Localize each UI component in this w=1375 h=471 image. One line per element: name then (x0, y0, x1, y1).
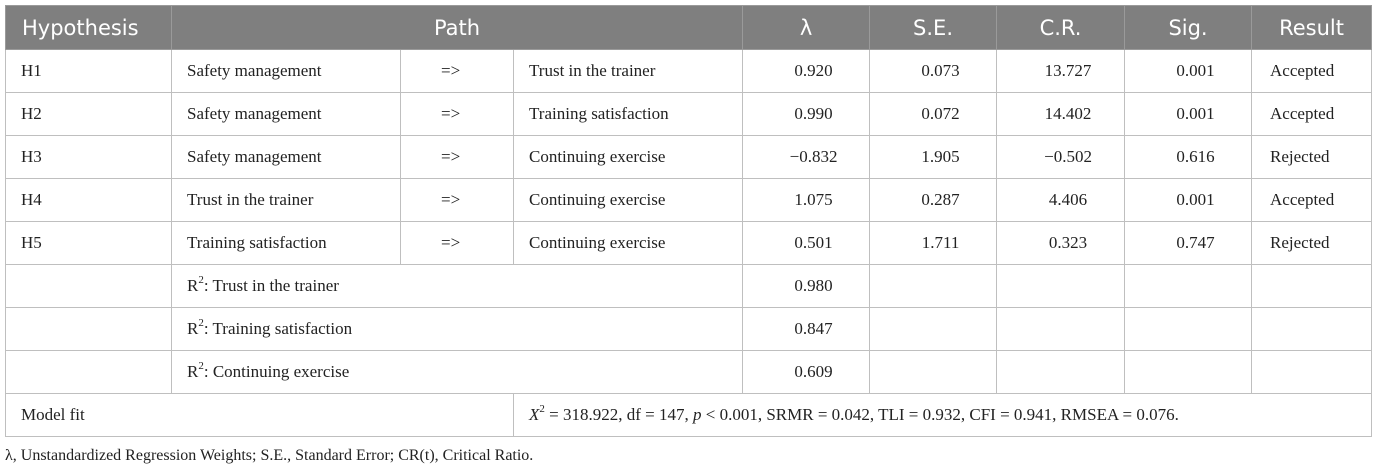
header-se: S.E. (870, 6, 997, 50)
model-fit-values (514, 394, 1372, 437)
table-row (6, 222, 1372, 265)
hypothesis-cell: H1 (6, 50, 172, 93)
model-fit-label: Model fit (6, 394, 514, 437)
r2-row (6, 351, 1372, 394)
r2-value-cell: 0.847 (743, 308, 870, 351)
se-cell: 0.287 (870, 179, 997, 222)
path-to-cell: Training satisfaction (514, 93, 743, 136)
path-from-cell: Safety management (172, 136, 401, 179)
r2-label-cell (172, 351, 743, 394)
header-hypothesis: Hypothesis (6, 6, 172, 50)
r2-label: : Training satisfaction (203, 319, 353, 338)
cr-cell: 14.402 (997, 93, 1125, 136)
r2-prefix: R (187, 319, 199, 338)
header-row (6, 6, 1372, 50)
lambda-cell: 0.501 (743, 222, 870, 265)
lambda-cell: −0.832 (743, 136, 870, 179)
hypothesis-cell: H4 (6, 179, 172, 222)
chi-symbol: X (529, 405, 540, 424)
results-table (5, 5, 1372, 437)
empty-cell (6, 351, 172, 394)
path-to-cell: Continuing exercise (514, 136, 743, 179)
empty-cell (997, 351, 1125, 394)
header-cr: C.R. (997, 6, 1125, 50)
table-row (6, 179, 1372, 222)
r2-prefix: R (187, 276, 199, 295)
table-row (6, 93, 1372, 136)
empty-cell (1252, 308, 1372, 351)
sig-cell: 0.001 (1125, 93, 1252, 136)
path-arrow-cell: => (401, 50, 514, 93)
fit-rest: < 0.001, SRMR = 0.042, TLI = 0.932, CFI = 0.941, RMSEA = 0.076. (701, 405, 1179, 424)
empty-cell (6, 265, 172, 308)
lambda-cell: 0.920 (743, 50, 870, 93)
path-from-cell: Training satisfaction (172, 222, 401, 265)
empty-cell (1125, 351, 1252, 394)
path-arrow-cell: => (401, 93, 514, 136)
cr-cell: 4.406 (997, 179, 1125, 222)
path-from-cell: Trust in the trainer (172, 179, 401, 222)
result-cell: Rejected (1252, 136, 1372, 179)
r2-sup: 2 (198, 317, 204, 329)
header-result: Result (1252, 6, 1372, 50)
empty-cell (870, 265, 997, 308)
header-path: Path (172, 6, 743, 50)
table-footnote: λ, Unstandardized Regression Weights; S.E., Standard Error; CR(t), Critical Ratio. (5, 447, 534, 464)
table-row (6, 50, 1372, 93)
path-arrow-cell: => (401, 179, 514, 222)
result-cell: Accepted (1252, 50, 1372, 93)
sig-cell: 0.616 (1125, 136, 1252, 179)
empty-cell (6, 308, 172, 351)
result-cell: Accepted (1252, 179, 1372, 222)
header-lambda: λ (743, 6, 870, 50)
se-cell: 0.073 (870, 50, 997, 93)
cr-cell: −0.502 (997, 136, 1125, 179)
empty-cell (1252, 265, 1372, 308)
r2-sup: 2 (198, 274, 204, 286)
sig-cell: 0.001 (1125, 50, 1252, 93)
p-symbol: p (692, 405, 702, 424)
r2-sup: 2 (198, 360, 204, 372)
r2-label-cell (172, 265, 743, 308)
lambda-cell: 0.990 (743, 93, 870, 136)
path-arrow-cell: => (401, 222, 514, 265)
table-row (6, 136, 1372, 179)
hypothesis-cell: H2 (6, 93, 172, 136)
cr-cell: 13.727 (997, 50, 1125, 93)
r2-row (6, 308, 1372, 351)
chi-sup: 2 (539, 403, 545, 415)
se-cell: 0.072 (870, 93, 997, 136)
result-cell: Accepted (1252, 93, 1372, 136)
r2-value-cell: 0.980 (743, 265, 870, 308)
empty-cell (1125, 265, 1252, 308)
path-to-cell: Trust in the trainer (514, 50, 743, 93)
empty-cell (1252, 351, 1372, 394)
empty-cell (997, 265, 1125, 308)
hypothesis-cell: H5 (6, 222, 172, 265)
se-cell: 1.711 (870, 222, 997, 265)
r2-prefix: R (187, 362, 199, 381)
r2-label-cell (172, 308, 743, 351)
path-from-cell: Safety management (172, 93, 401, 136)
cr-cell: 0.323 (997, 222, 1125, 265)
header-sig: Sig. (1125, 6, 1252, 50)
r2-row (6, 265, 1372, 308)
empty-cell (870, 308, 997, 351)
r2-label: : Trust in the trainer (203, 276, 339, 295)
empty-cell (870, 351, 997, 394)
sig-cell: 0.001 (1125, 179, 1252, 222)
path-to-cell: Continuing exercise (514, 179, 743, 222)
r2-label: : Continuing exercise (203, 362, 350, 381)
empty-cell (997, 308, 1125, 351)
model-fit-row (6, 394, 1372, 437)
path-to-cell: Continuing exercise (514, 222, 743, 265)
path-from-cell: Safety management (172, 50, 401, 93)
result-cell: Rejected (1252, 222, 1372, 265)
lambda-cell: 1.075 (743, 179, 870, 222)
path-arrow-cell: => (401, 136, 514, 179)
se-cell: 1.905 (870, 136, 997, 179)
sig-cell: 0.747 (1125, 222, 1252, 265)
hypothesis-cell: H3 (6, 136, 172, 179)
chi-value: = 318.922, df = 147, (544, 405, 693, 424)
empty-cell (1125, 308, 1252, 351)
r2-value-cell: 0.609 (743, 351, 870, 394)
